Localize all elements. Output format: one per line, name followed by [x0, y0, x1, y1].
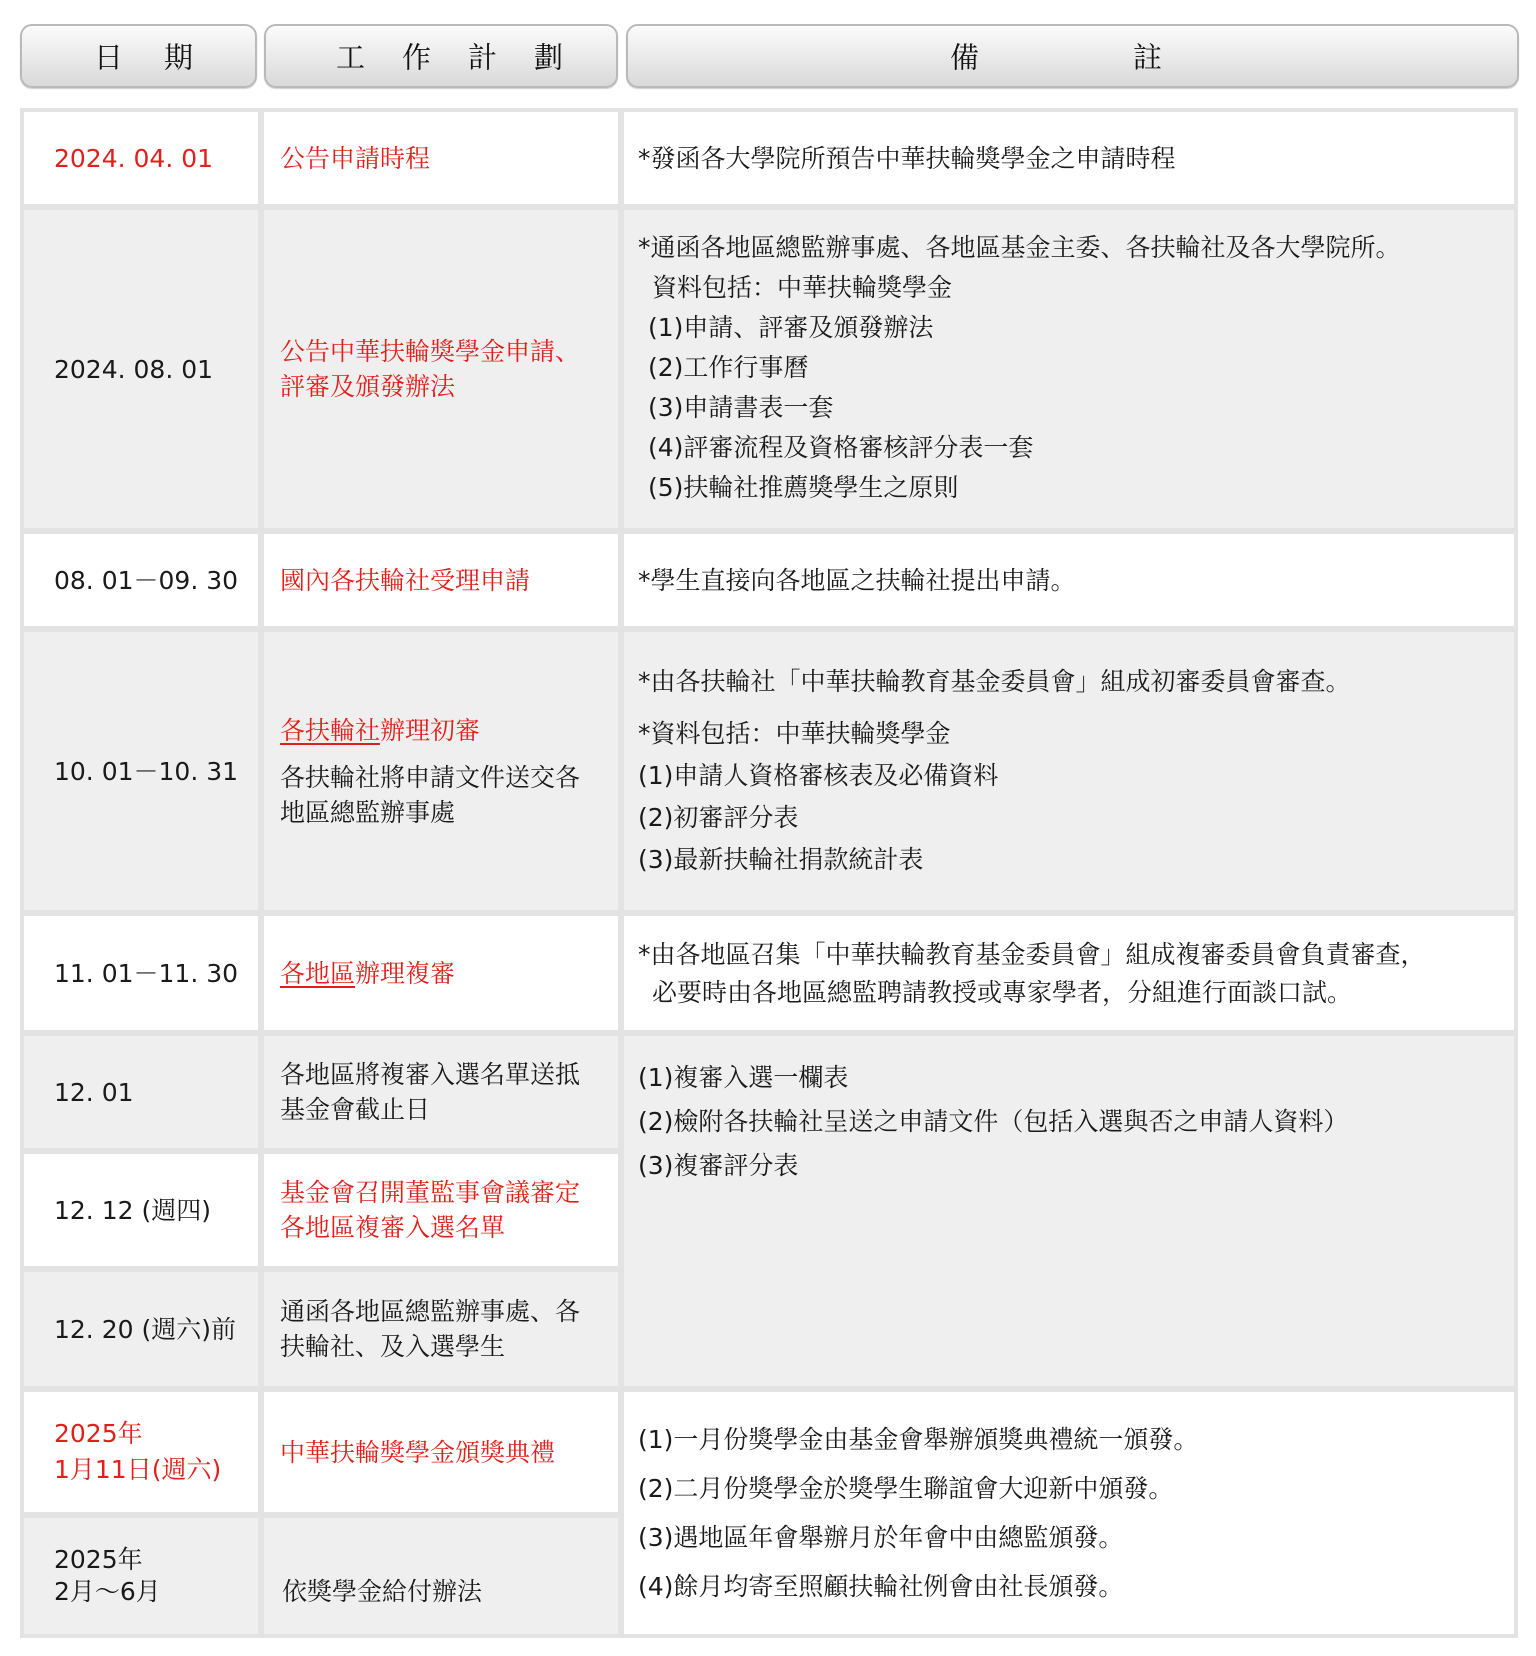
row10-date	[24, 1518, 258, 1634]
row4-plan-line3: 地區總監辦事處	[280, 797, 456, 827]
row10-date-line2: 2月～6月	[54, 1577, 161, 1606]
row4-note	[624, 632, 1514, 910]
rows910-note-line: (2)二月份獎學金於獎學生聯誼會大迎新中頒發。	[638, 1474, 1174, 1503]
row2-plan-line2: 評審及頒發辦法	[280, 372, 456, 401]
row2-plan	[264, 210, 618, 528]
row10-plan-text: 依獎學金給付辦法	[282, 1576, 483, 1606]
row2-note	[624, 210, 1514, 528]
row5-date-text: 11. 01－11. 30	[54, 958, 239, 988]
row10-date-text	[54, 1544, 161, 1608]
rows910-note	[624, 1392, 1514, 1634]
row3-plan	[264, 534, 618, 626]
header-date-label: 日 期	[94, 40, 200, 75]
row1-date-text: 2024. 04. 01	[54, 143, 214, 173]
rows910-note-text	[638, 1415, 1198, 1611]
row7-date	[24, 1154, 258, 1266]
row4-date	[24, 632, 258, 910]
row9-plan-text: 中華扶輪獎學金頒獎典禮	[280, 1437, 556, 1467]
rows910-note-line: (1)一月份獎學金由基金會舉辦頒獎典禮統一頒發。	[638, 1425, 1199, 1454]
row4-note-line: (1)申請人資格審核表及必備資料	[638, 761, 999, 790]
row4-note-text	[638, 661, 1351, 881]
rows678-note-line: (1)複審入選一欄表	[638, 1063, 849, 1092]
row5-note-line2: 必要時由各地區總監聘請教授或專家學者，分組進行面談口試。	[652, 978, 1353, 1007]
row9-date-line2: 1月11日(週六)	[54, 1455, 222, 1484]
row5-note	[624, 916, 1514, 1030]
rows678-note	[624, 1036, 1514, 1386]
rows910-note-line: (4)餘月均寄至照顧扶輪社例會由社長頒發。	[638, 1572, 1124, 1601]
row1-note	[624, 112, 1514, 204]
row4-plan-red: 辦理初審	[380, 715, 481, 745]
row4-plan	[264, 632, 618, 910]
row7-plan-line2: 各地區複審入選名單	[280, 1213, 506, 1242]
row7-date-text: 12. 12 (週四)	[54, 1195, 211, 1225]
header-notes	[626, 24, 1519, 88]
header-date	[20, 24, 257, 88]
row5-plan-text	[280, 956, 455, 991]
row8-date	[24, 1272, 258, 1386]
rows678-note-line: (3)複審評分表	[638, 1151, 799, 1180]
schedule-table	[20, 108, 1518, 1638]
row4-note-line: *由各扶輪社「中華扶輪教育基金委員會」組成初審委員會審查。	[638, 667, 1351, 696]
header-notes-label-b: 註	[1133, 40, 1163, 75]
row6-date-text: 12. 01	[54, 1077, 134, 1107]
row3-plan-text: 國內各扶輪社受理申請	[280, 565, 531, 595]
row2-note-line: (4)評審流程及資格審核評分表一套	[648, 433, 1034, 462]
row5-date	[24, 916, 258, 1030]
row6-plan-line2: 基金會截止日	[280, 1095, 431, 1124]
row5-plan	[264, 916, 618, 1030]
row6-plan	[264, 1036, 618, 1148]
row9-date-text	[54, 1416, 221, 1488]
row6-plan-text	[280, 1057, 580, 1127]
row8-plan-text	[280, 1294, 580, 1364]
row1-plan-text: 公告申請時程	[280, 143, 431, 173]
row8-plan-line1: 通函各地區總監辦事處、各	[280, 1297, 581, 1326]
row2-note-line: *通函各地區總監辦事處、各地區基金主委、各扶輪社及各大學院所。	[638, 233, 1401, 262]
row8-plan	[264, 1272, 618, 1386]
row2-note-line: (1)申請、評審及頒發辦法	[648, 313, 934, 342]
row2-note-line: (2)工作行事曆	[648, 353, 809, 382]
rows910-note-line: (3)遇地區年會舉辦月於年會中由總監頒發。	[638, 1523, 1124, 1552]
row2-date	[24, 210, 258, 528]
row4-date-text: 10. 01－10. 31	[54, 756, 239, 786]
row5-plan-red: 辦理複審	[355, 958, 456, 988]
row2-note-line: (5)扶輪社推薦獎學生之原則	[648, 473, 959, 502]
row8-plan-line2: 扶輪社、及入選學生	[280, 1332, 506, 1361]
row1-plan	[264, 112, 618, 204]
row5-note-line1: *由各地區召集「中華扶輪教育基金委員會」組成複審委員會負責審查，	[638, 940, 1426, 969]
row7-plan-text	[280, 1175, 580, 1245]
row7-plan	[264, 1154, 618, 1266]
row9-date	[24, 1392, 258, 1512]
row1-note-text: *發函各大學院所預告中華扶輪獎學金之申請時程	[638, 143, 1176, 173]
row4-plan-line1	[280, 713, 580, 748]
row2-plan-text	[280, 334, 580, 404]
header-notes-label-a: 備	[950, 40, 980, 75]
row9-date-line1: 2025年	[54, 1419, 143, 1448]
row10-plan	[264, 1518, 618, 1634]
row4-plan-underlined: 各扶輪社	[280, 715, 381, 745]
row2-note-line: 資料包括：中華扶輪獎學金	[652, 273, 953, 302]
row8-date-text: 12. 20 (週六)前	[54, 1314, 236, 1344]
row6-date	[24, 1036, 258, 1148]
row7-plan-line1: 基金會召開董監事會議審定	[280, 1178, 581, 1207]
row3-note-text: *學生直接向各地區之扶輪社提出申請。	[638, 565, 1076, 595]
row4-note-line: (2)初審評分表	[638, 803, 799, 832]
row6-plan-line1: 各地區將複審入選名單送抵	[280, 1060, 581, 1089]
row3-note	[624, 534, 1514, 626]
row3-date	[24, 534, 258, 626]
row9-plan	[264, 1392, 618, 1512]
row10-date-line1: 2025年	[54, 1545, 143, 1574]
rows678-note-line: (2)檢附各扶輪社呈送之申請文件（包括入選與否之申請人資料）	[638, 1107, 1349, 1136]
row2-plan-line1: 公告中華扶輪獎學金申請、	[280, 337, 581, 366]
row5-plan-underlined: 各地區	[280, 958, 356, 988]
header-plan-label: 工 作 計 劃	[336, 40, 568, 75]
row3-date-text: 08. 01－09. 30	[54, 565, 239, 595]
header-plan	[264, 24, 618, 88]
row4-plan-line2: 各扶輪社將申請文件送交各	[280, 762, 581, 792]
row4-note-line: (3)最新扶輪社捐款統計表	[638, 845, 924, 874]
row4-plan-text	[280, 713, 580, 830]
row2-note-line: (3)申請書表一套	[648, 393, 834, 422]
row4-note-line: *資料包括：中華扶輪獎學金	[638, 719, 951, 748]
row1-date	[24, 112, 258, 204]
row2-date-text: 2024. 08. 01	[54, 354, 214, 384]
